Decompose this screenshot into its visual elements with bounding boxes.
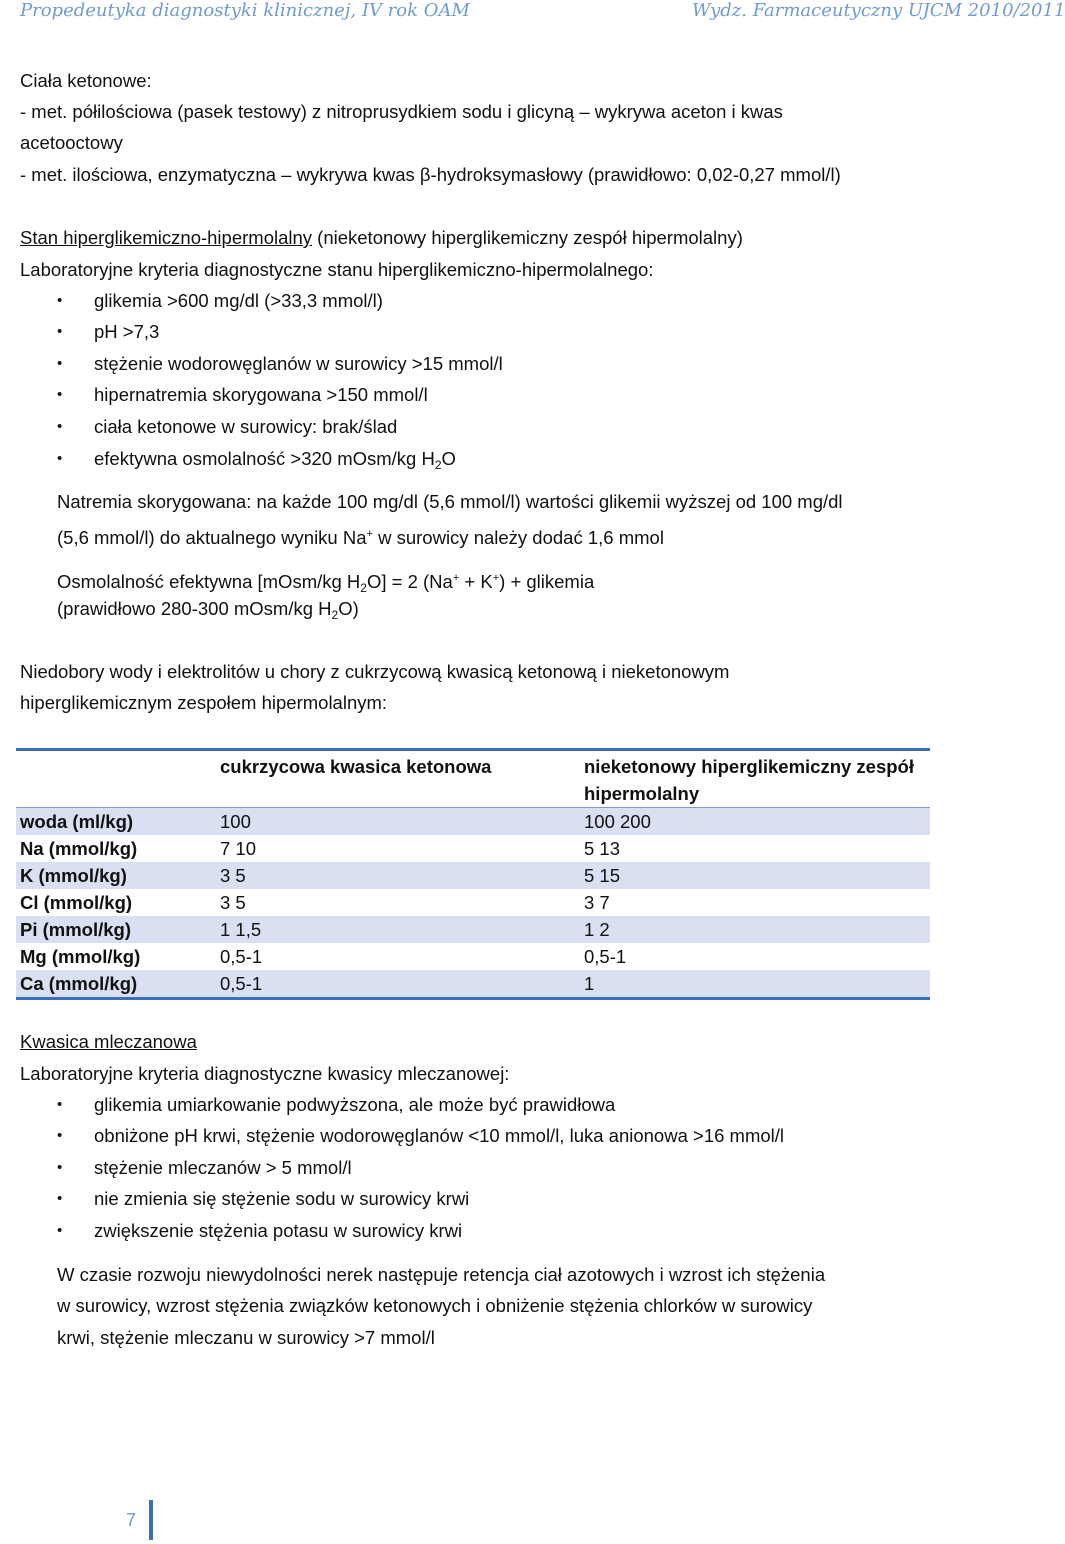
- natremia-line-2: (5,6 mmol/l) do aktualnego wyniku Na+ w surowicy należy dodać 1,6 mmol: [57, 527, 664, 548]
- dka-value: 3 5: [220, 892, 246, 913]
- bullet-icon: •: [57, 355, 63, 372]
- dka-value: 7 10: [220, 838, 257, 859]
- bullet-icon: •: [57, 1222, 63, 1239]
- ketone-method-1-cont: acetooctowy: [20, 132, 123, 153]
- osmolality-formula: Osmolalność efektywna [mOsm/kg $H_2O] = 2$ (Na+ + K+) + glikemia: [57, 571, 595, 595]
- header-course-title: Propedeutyka diagnostyki klinicznej, IV rok OAM: [20, 0, 470, 21]
- bullet-icon: •: [57, 1127, 63, 1144]
- deficit-line-2: hiperglikemicznym zespołem hipermolalnym:: [20, 692, 388, 713]
- bullet-icon: •: [57, 386, 63, 403]
- row-label: Pi (mmol/kg): [20, 919, 132, 940]
- hhs-value: 100 200: [584, 811, 651, 832]
- dka-value: 1 1,5: [220, 919, 262, 940]
- hhs-value: 0,5-1: [584, 946, 627, 967]
- lactic-criteria: Laboratoryjne kryteria diagnostyczne kwasicy mleczanowej:: [20, 1063, 510, 1084]
- deficit-line-1: Niedobory wody i elektrolitów u chory z cukrzycową kwasicą ketonową i nieketonowym: [20, 661, 730, 682]
- page-number: 7: [126, 1510, 137, 1530]
- hhs-value: 3 7: [584, 892, 610, 913]
- table-body: [16, 808, 930, 999]
- table-header-row: [16, 750, 930, 808]
- table-row: [16, 943, 930, 970]
- dka-value: 3 5: [220, 865, 246, 886]
- row-label: Mg (mmol/kg): [20, 946, 141, 967]
- lactic-paragraph-line-3: krwi, stężenie mleczanu w surowicy >7 mmol/l: [57, 1327, 435, 1348]
- header-faculty: Wydz. Farmaceutyczny UJCM 2010/2011: [692, 0, 1065, 21]
- table-row: [16, 916, 930, 943]
- dka-value: 0,5-1: [220, 973, 263, 994]
- hhs-value: 1 2: [584, 919, 610, 940]
- row-label: Na (mmol/kg): [20, 838, 138, 859]
- bullet-icon: •: [57, 323, 63, 340]
- natremia-line-1: Natremia skorygowana: na każde 100 mg/dl (5,6 mmol/l) wartości glikemii wyższej od 100 mg/dl: [57, 491, 843, 512]
- table-header-dka: cukrzycowa kwasica ketonowa: [220, 756, 492, 777]
- table-row: [16, 808, 930, 836]
- hhs-value: 5 15: [584, 865, 621, 886]
- ketone-title: Ciała ketonowe:: [20, 70, 152, 91]
- row-label: Cl (mmol/kg): [20, 892, 133, 913]
- osmolality-normal: (prawidłowo 280-300 mOsm/kg $H_2O$): [57, 598, 359, 622]
- table-row: [16, 835, 930, 862]
- bullet-icon: •: [57, 418, 63, 435]
- table-row: [16, 970, 930, 999]
- hhs-title-rest: (nieketonowy hiperglikemiczny zespół hipermolalny): [312, 227, 743, 248]
- lactic-title: Kwasica mleczanowa: [20, 1031, 197, 1052]
- row-label: woda (ml/kg): [20, 811, 134, 832]
- ketone-method-1: - met. półilościowa (pasek testowy) z nitroprusydkiem sodu i glicyną – wykrywa aceton i kwas: [20, 101, 783, 122]
- footer-divider: [149, 1500, 153, 1540]
- bullet-icon: •: [57, 1096, 63, 1113]
- hhs-title: [20, 227, 743, 249]
- table-header-blank: [16, 750, 216, 808]
- table-row: [16, 862, 930, 889]
- lactic-paragraph-line-1: W czasie rozwoju niewydolności nerek następuje retencja ciał azotowych i wzrost ich stężenia: [57, 1264, 826, 1285]
- bullet-icon: •: [57, 1159, 63, 1176]
- hhs-value: 1: [584, 973, 595, 994]
- hhs-value: 5 13: [584, 838, 621, 859]
- deficit-table: [16, 748, 930, 1000]
- dka-value: 100: [220, 811, 251, 832]
- page-header: [20, 0, 1065, 24]
- bullet-icon: •: [57, 292, 63, 309]
- dka-value: 0,5-1: [220, 946, 263, 967]
- ketone-method-2: - met. ilościowa, enzymatyczna – wykrywa kwas β-hydroksymasłowy (prawidłowo: 0,02-0,27 mmol/l): [20, 164, 841, 185]
- row-label: Ca (mmol/kg): [20, 973, 138, 994]
- bullet-icon: •: [57, 1190, 63, 1207]
- hhs-title-underlined: Stan hiperglikemiczno-hipermolalny: [20, 227, 313, 248]
- bullet-icon: •: [57, 450, 63, 467]
- lactic-paragraph-line-2: w surowicy, wzrost stężenia związków ketonowych i obniżenie stężenia chlorków w surowicy: [57, 1295, 813, 1316]
- row-label: K (mmol/kg): [20, 865, 127, 886]
- table-header-hhs: nieketonowy hiperglikemiczny zespół hipermolalny: [584, 756, 915, 804]
- hhs-criteria: Laboratoryjne kryteria diagnostyczne stanu hiperglikemiczno-hipermolalnego:: [20, 259, 654, 280]
- table-row: [16, 889, 930, 916]
